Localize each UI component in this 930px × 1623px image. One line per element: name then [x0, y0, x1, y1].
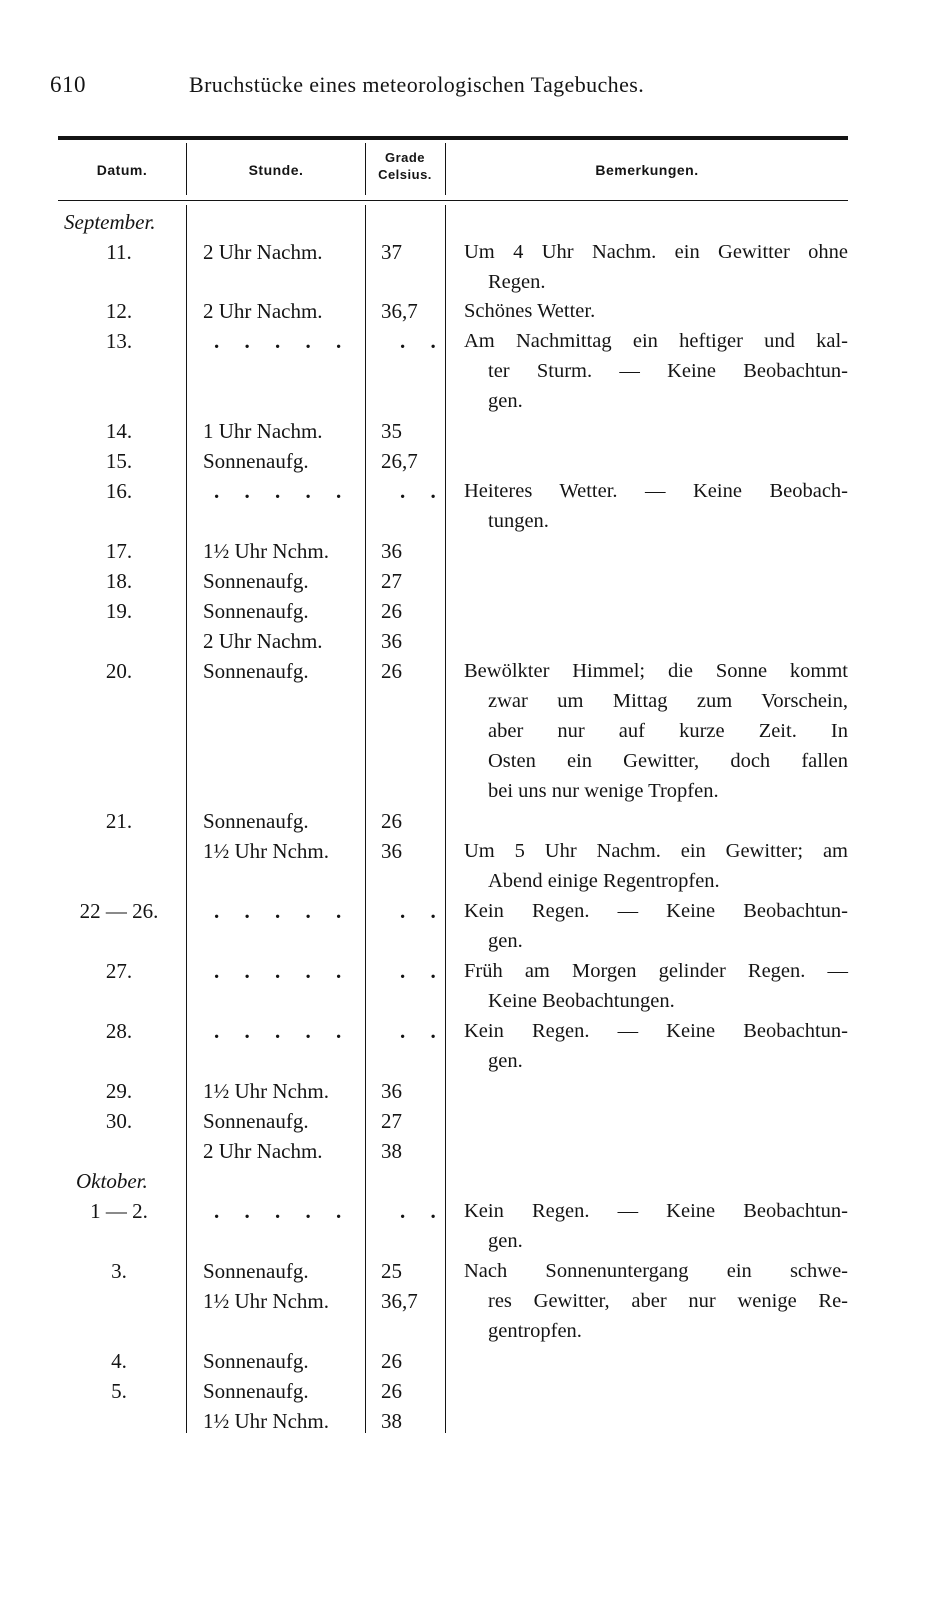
row-date: 5.: [111, 1379, 127, 1403]
remark-line: gen.: [488, 1230, 523, 1252]
row-date: 21.: [105, 809, 133, 833]
remark-line: Regen.: [488, 271, 546, 293]
remark-line: zwar um Mittag zum Vorschein,: [488, 690, 848, 712]
remark-line: res Gewitter, aber nur wenige Re-: [488, 1290, 848, 1312]
column-header-grade: [366, 149, 444, 183]
remark-line: Kein Regen. — Keine Beobachtun-: [464, 900, 848, 922]
row-hour: . . . . .: [214, 1199, 352, 1223]
row-temperature: 26: [381, 809, 402, 833]
remark-line: Heiteres Wetter. — Keine Beobach-: [464, 480, 848, 502]
row-remark: [464, 237, 848, 297]
row-hour: . . . . .: [214, 959, 352, 983]
row-hour: . . . . .: [214, 1019, 352, 1043]
divider-body-2: [365, 205, 366, 1433]
remark-line: Schönes Wetter.: [464, 300, 596, 322]
row-hour: Sonnenaufg.: [203, 1379, 309, 1403]
remark-line: Kein Regen. — Keine Beobachtun-: [464, 1020, 848, 1042]
row-temperature: 36,7: [381, 1289, 418, 1313]
row-hour: Sonnenaufg.: [203, 809, 309, 833]
remark-line: tungen.: [488, 510, 549, 532]
remark-line: Um 5 Uhr Nachm. ein Gewitter; am: [464, 840, 848, 862]
header-rule: [58, 200, 848, 201]
page-header: [0, 72, 930, 108]
row-hour: 1½ Uhr Nchm.: [203, 539, 329, 563]
divider-body-3: [445, 205, 446, 1433]
row-temperature: 38: [381, 1139, 402, 1163]
row-hour: . . . . .: [214, 329, 352, 353]
row-date: 22 — 26.: [79, 899, 159, 923]
row-temperature: 36,7: [381, 299, 418, 323]
remark-line: gen.: [488, 930, 523, 952]
remark-line: Früh am Morgen gelinder Regen. —: [464, 960, 848, 982]
remark-line: gen.: [488, 390, 523, 412]
row-date: 13.: [105, 329, 133, 353]
row-hour: 1½ Uhr Nchm.: [203, 1079, 329, 1103]
remark-line: aber nur auf kurze Zeit. In: [488, 720, 848, 742]
remark-line: bei uns nur wenige Tropfen.: [488, 780, 719, 802]
row-remark: [464, 1196, 848, 1256]
row-remark: [464, 476, 848, 536]
row-temperature: . .: [400, 899, 446, 923]
row-remark: [464, 296, 848, 326]
column-header-grade-line1: Grade: [384, 150, 426, 165]
row-date: 3.: [111, 1259, 127, 1283]
row-remark: [464, 1256, 848, 1286]
table-top-rule: [58, 136, 848, 140]
row-hour: Sonnenaufg.: [203, 449, 309, 473]
column-header-bemerkungen: Bemerkungen.: [595, 162, 699, 178]
row-hour: 2 Uhr Nachm.: [203, 1139, 323, 1163]
row-temperature: . .: [400, 329, 446, 353]
row-date: 19.: [105, 599, 133, 623]
row-hour: 1½ Uhr Nchm.: [203, 1409, 329, 1433]
page-number: 610: [50, 72, 86, 97]
row-remark: [464, 656, 848, 806]
row-remark: [464, 326, 848, 416]
row-temperature: . .: [400, 959, 446, 983]
row-date: 30.: [105, 1109, 133, 1133]
remark-line: gen.: [488, 1050, 523, 1072]
row-remark: [464, 896, 848, 956]
row-remark: [464, 956, 848, 1016]
divider-header-3: [445, 143, 446, 195]
row-remark: [464, 836, 848, 896]
row-hour: Sonnenaufg.: [203, 659, 309, 683]
divider-header-1: [186, 143, 187, 195]
row-hour: 1½ Uhr Nchm.: [203, 839, 329, 863]
month-label-september: September.: [64, 210, 156, 234]
row-temperature: 36: [381, 629, 402, 653]
remark-line: Am Nachmittag ein heftiger und kal-: [464, 330, 848, 352]
row-date: 4.: [111, 1349, 127, 1373]
divider-body-1: [186, 205, 187, 1433]
remark-line: Abend einige Regentropfen.: [488, 870, 720, 892]
divider-header-2: [365, 143, 366, 195]
row-temperature: 26: [381, 599, 402, 623]
row-temperature: 36: [381, 839, 402, 863]
row-hour: . . . . .: [214, 479, 352, 503]
column-header-datum: Datum.: [96, 162, 148, 178]
row-temperature: 36: [381, 539, 402, 563]
row-temperature: 26: [381, 1379, 402, 1403]
row-hour: Sonnenaufg.: [203, 569, 309, 593]
row-temperature: . .: [400, 1019, 446, 1043]
row-date: 27.: [105, 959, 133, 983]
row-temperature: 36: [381, 1079, 402, 1103]
row-hour: 2 Uhr Nachm.: [203, 629, 323, 653]
row-date: 18.: [105, 569, 133, 593]
row-remark: [464, 1286, 848, 1346]
row-hour: Sonnenaufg.: [203, 599, 309, 623]
row-hour: 2 Uhr Nachm.: [203, 240, 323, 264]
remark-line: ter Sturm. — Keine Beobachtun-: [488, 360, 848, 382]
row-temperature: 27: [381, 1109, 402, 1133]
row-hour: . . . . .: [214, 899, 352, 923]
row-hour: 1 Uhr Nachm.: [203, 419, 323, 443]
remark-line: Bewölkter Himmel; die Sonne kommt: [464, 660, 848, 682]
remark-line: Kein Regen. — Keine Beobachtun-: [464, 1200, 848, 1222]
row-temperature: 26,7: [381, 449, 418, 473]
row-temperature: 26: [381, 659, 402, 683]
row-hour: 1½ Uhr Nchm.: [203, 1289, 329, 1313]
column-header-stunde: Stunde.: [248, 162, 304, 178]
row-date: 1 — 2.: [90, 1199, 148, 1223]
row-temperature: 27: [381, 569, 402, 593]
row-temperature: . .: [400, 1199, 446, 1223]
row-temperature: . .: [400, 479, 446, 503]
row-date: 28.: [105, 1019, 133, 1043]
row-date: 17.: [105, 539, 133, 563]
month-label-oktober: Oktober.: [76, 1169, 148, 1193]
row-date: 15.: [105, 449, 133, 473]
row-hour: Sonnenaufg.: [203, 1349, 309, 1373]
row-temperature: 38: [381, 1409, 402, 1433]
running-title: Bruchstücke eines meteorologischen Tagebuches.: [189, 72, 645, 97]
row-date: 11.: [106, 240, 132, 264]
remark-line: Keine Beobachtungen.: [488, 990, 675, 1012]
row-temperature: 25: [381, 1259, 402, 1283]
row-temperature: 35: [381, 419, 402, 443]
column-header-grade-line2: Celsius.: [378, 167, 432, 182]
remark-line: Nach Sonnenuntergang ein schwe-: [464, 1260, 848, 1282]
row-date: 12.: [105, 299, 133, 323]
row-temperature: 26: [381, 1349, 402, 1373]
row-date: 29.: [105, 1079, 133, 1103]
remark-line: gentropfen.: [488, 1320, 582, 1342]
row-hour: 2 Uhr Nachm.: [203, 299, 323, 323]
row-temperature: 37: [381, 240, 402, 264]
row-hour: Sonnenaufg.: [203, 1259, 309, 1283]
row-date: 14.: [105, 419, 133, 443]
remark-line: Osten ein Gewitter, doch fallen: [488, 750, 848, 772]
row-hour: Sonnenaufg.: [203, 1109, 309, 1133]
remark-line: Um 4 Uhr Nachm. ein Gewitter ohne: [464, 241, 848, 263]
row-date: 16.: [105, 479, 133, 503]
row-date: 20.: [105, 659, 133, 683]
row-remark: [464, 1016, 848, 1076]
